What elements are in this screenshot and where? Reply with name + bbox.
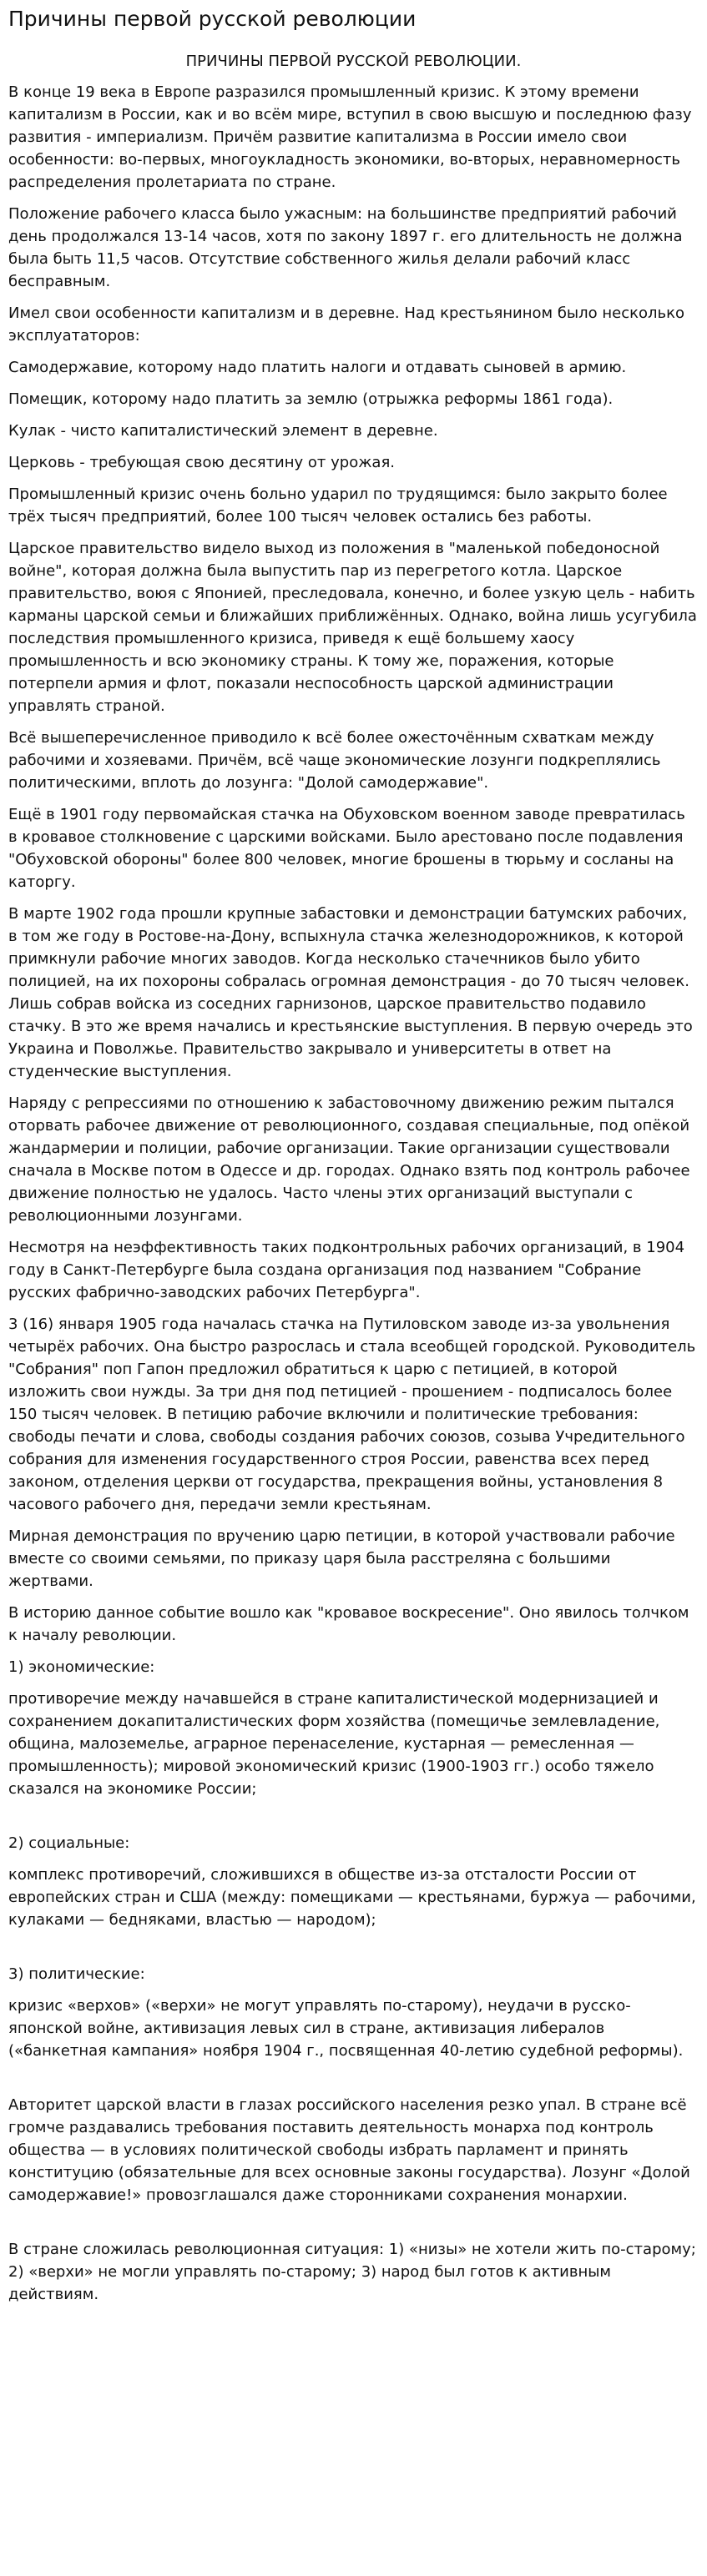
page-title: Причины первой русской революции [8,7,417,31]
paragraph: Наряду с репрессиями по отношению к забастовочному движению режим пытался оторвать рабочее движение от революционного, создавая специальные, под опёкой жандармерии и полиции, рабочие организации. Такие организации существовали сначала в Москве потом в Одессе и др. городах. Однако взять под контроль рабочее движение полностью не удалось. Часто члены этих организаций выступали с революционными лозунгами. [8,1094,690,1225]
paragraph: Положение рабочего класса было ужасным: на большинстве предприятий рабочий день продолжался 13-14 часов, хотя по закону 1897 г. его длительность не должна была быть 11,5 часов. Отсутствие собственного жилья делали рабочий класс бесправным. [8,205,683,290]
paragraph: Помещик, которому надо платить за землю (отрыжка реформы 1861 года). [8,390,614,408]
spacer [8,2216,699,2238]
paragraph: Царское правительство видело выход из положения в "маленькой победоносной войне", которая должна была выпустить пар из перегретого котла. Царское правительство, воюя с Японией, преследовала, конечно, и более узкую цель - набить карманы царской семьи и ближайших приближённых. Однако, война лишь усугубила последствия промышленного кризиса, приведя к ещё большему хаосу промышленность и всю экономику страны. К тому же, поражения, которые потерпели армия и флот, показали неспособность царской администрации управлять страной. [8,540,697,715]
spacer [8,1940,699,1963]
paragraph: комплекс противоречий, сложившихся в обществе из-за отсталости России от европейских стран и США (между: помещиками — крестьянами, буржуа — рабочими, кулаками — бедняками, властью — народом); [8,1866,696,1929]
section-label-social: 2) социальные: [8,1834,130,1852]
paragraph: Ещё в 1901 году первомайская стачка на Обуховском военном заводе превратилась в кровавое столкновение с царскими войсками. Было арестовано после подавления "Обуховской обороны" более 800 человек, многие брошены в тюрьму и сосланы на каторгу. [8,806,685,891]
document-heading: ПРИЧИНЫ ПЕРВОЙ РУССКОЙ РЕВОЛЮЦИИ. [185,53,522,70]
paragraph: Церковь - требующая свою десятину от урожая. [8,454,396,471]
paragraph: 3 (16) января 1905 года началась стачка на Путиловском заводе из-за увольнения четырёх рабочих. Она быстро разрослась и стала всеобщей городской. Руководитель "Собрания" поп Гапон предложил обратиться к царю с петицией, в которой изложить свои нужды. За три дня под петицией - прошением - подписалось более 150 тысяч человек. В петицию рабочие включили и политические требования: свободы печати и слова, свободы создания рабочих союзов, созыва Учредительного собрания для изменения государственного строя России, равенства всех перед законом, отделения церкви от государства, прекращения войны, установления 8 часового рабочего дня, передачи земли крестьянам. [8,1316,696,1513]
paragraph: Всё вышеперечисленное приводило к всё более ожесточённым схваткам между рабочими и хозяевами. Причём, всё чаще экономические лозунги подкреплялись политическими, вплоть до лозунга: "Долой самодержавие". [8,729,661,792]
spacer [8,1809,699,1832]
paragraph: Несмотря на неэффективность таких подконтрольных рабочих организаций, в 1904 году в Санкт-Петербурге была создана организация под названием "Собрание русских фабрично-заводских рабочих Петербурга". [8,1239,685,1301]
paragraph: противоречие между начавшейся в стране капиталистической модернизацией и сохранением докапиталистических форм хозяйства (помещичье землевладение, община, малоземелье, аграрное перенаселение, кустарная — ремесленная — промышленность); мировой экономический кризис (1900-1903 гг.) особо тяжело сказался на экономике России; [8,1690,660,1798]
paragraph: кризис «верхов» («верхи» не могут управлять по-старому), неудачи в русско-японской войне, активизация левых сил в стране, активизация либералов («банкетная кампания» ноября 1904 г., посвященная 40-летию судебной реформы). [8,1997,684,2060]
paragraph: Самодержавие, которому надо платить налоги и отдавать сыновей в армию. [8,359,627,376]
paragraph: Кулак - чисто капиталистический элемент в деревне. [8,422,438,440]
spacer [8,2071,699,2094]
section-label-political: 3) политические: [8,1965,145,1983]
paragraph: Промышленный кризис очень больно ударил по трудящимся: было закрыто более трёх тысяч предприятий, более 100 тысяч человек остались без работы. [8,486,668,526]
paragraph: В марте 1902 года прошли крупные забастовки и демонстрации батумских рабочих, в том же году в Ростове-на-Дону, вспыхнула стачка железнодорожников, к которой примкнули рабочие многих заводов. Когда несколько стачечников было убито полицией, на их похороны собралась огромная демонстрация - до 70 тысяч человек. Лишь собрав войска из соседних гарнизонов, царское правительство подавило стачку. В это же время начались и крестьянские выступления. В первую очередь это Украина и Поволжье. Правительство закрывало и университеты в ответ на студенческие выступления. [8,905,693,1080]
paragraph: Авторитет царской власти в глазах российского населения резко упал. В стране всё громче раздавались требования поставить деятельность монарха под контроль общества — в условиях политической свободы избрать парламент и принять конституцию (обязательные для всех основные законы государства). Лозунг «Долой самодержавие!» провозглашался даже сторонниками сохранения монархии. [8,2096,690,2204]
paragraph: Мирная демонстрация по вручению царю петиции, в которой участвовали рабочие вместе со своими семьями, по приказу царя была расстреляна с большими жертвами. [8,1527,675,1590]
paragraph: В стране сложилась революционная ситуация: 1) «низы» не хотели жить по-старому; 2) «верхи» не могли управлять по-старому; 3) народ был готов к активным действиям. [8,2241,696,2303]
paragraph: Имел свои особенности капитализм и в деревне. Над крестьянином было несколько эксплуататоров: [8,304,684,345]
paragraph: В конце 19 века в Европе разразился промышленный кризис. К этому времени капитализм в России, как и во всём мире, вступил в свою высшую и последнюю фазу развития - империализм. Причём развитие капитализма в России имело свои особенности: во-первых, многоукладность экономики, во-вторых, неравномерность распределения пролетариата по стране. [8,83,692,191]
paragraph: В историю данное событие вошло как "кровавое воскресение". Оно явилось толчком к началу революции. [8,1604,689,1644]
section-label-economic: 1) экономические: [8,1658,155,1676]
